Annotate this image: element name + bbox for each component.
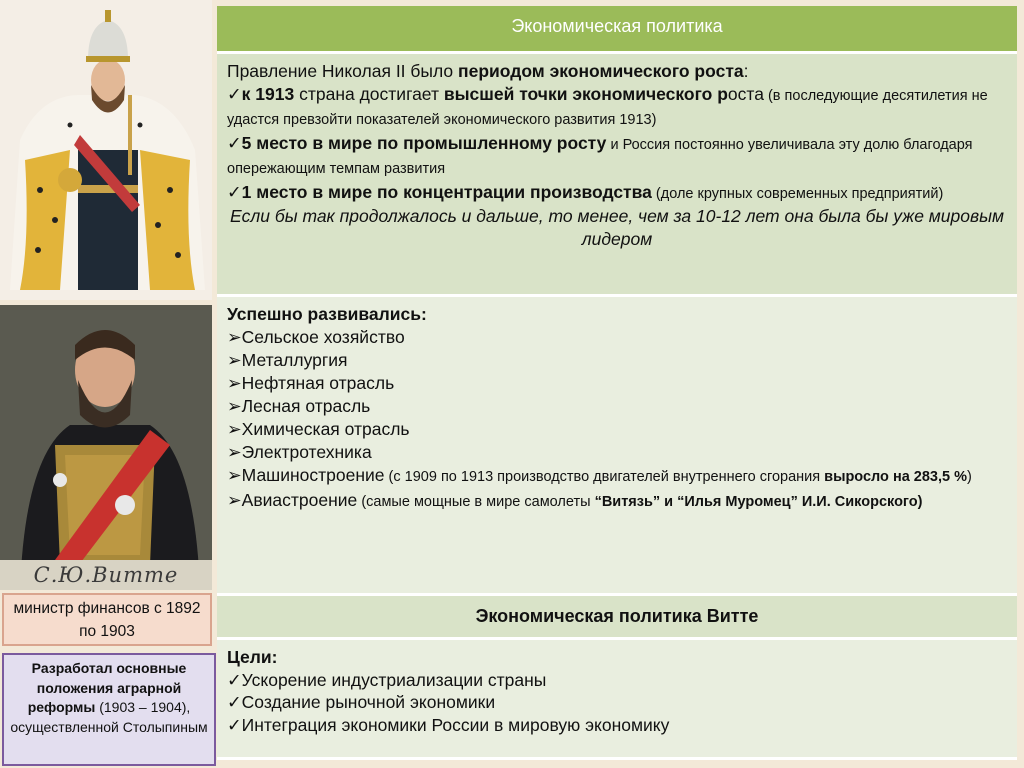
machine-note-bold: выросло на 283,5 % [824,468,968,485]
list-item [227,714,1007,737]
witte-signature: С.Ю.Витте [0,560,212,590]
b2-bold: 5 место в мире по промышленному росту [241,132,607,153]
minister-text: министр финансов с 1892 по 1903 [13,600,201,640]
arrow-bullet-icon: ➢ [227,489,242,510]
sectors-title: Успешно развивались: [227,304,427,324]
b1-year: к 1913 [241,83,295,104]
machine-note: (с 1909 по 1913 производство двигателей внутреннего сгорания [384,468,825,485]
sector-label: Лесная отрасль [241,395,371,416]
goal-list [227,669,1007,737]
sector-machine [227,464,1007,489]
b1-text: страна достигает [294,83,444,104]
goals-title: Цели: [227,647,278,667]
witte-portrait-image [0,305,212,590]
list-item [227,691,1007,714]
machine-label: Машиностроение [241,464,385,485]
minister-caption [2,593,212,646]
check-icon: ✓ [227,132,242,153]
witte-portrait [0,305,212,590]
aviation-note: (самые мощные в мире самолеты [357,493,595,510]
reform-part2: осуществленной Столыпиным [10,718,208,735]
arrow-bullet-icon: ➢ [227,418,242,439]
b1-text2: оста [727,83,764,104]
conclusion-text: Если бы так продолжалось и дальше, то менее, чем за 10-12 лет она была бы уже мировым лидером [229,206,1005,249]
goal-label: Интеграция экономики России в мировую экономику [241,714,670,735]
machine-note-end: ) [967,468,972,485]
reform-years: (1903 – 1904), [95,699,191,715]
sector-label: Металлургия [241,349,348,370]
economic-policy-table [217,6,1017,760]
intro-line [227,60,1007,83]
sector-label: Электротехника [241,441,372,462]
witte-policy-header: Экономическая политика Витте [217,596,1017,640]
b2-note: и Россия постоянно увеличивала эту долю благодаря опережающим темпам развития [227,136,973,177]
arrow-bullet-icon: ➢ [227,349,242,370]
b3-bold: 1 место в мире по концентрации производства [241,181,652,202]
b1-bold: высшей точки экономического [443,83,718,104]
list-item [227,441,1007,464]
tsar-portrait [0,0,212,300]
goal-label: Создание рыночной экономики [241,692,496,712]
bullet-3 [227,181,1007,206]
sector-aviation [227,489,1007,514]
intro-end: : [743,61,749,81]
tsar-portrait-image [0,0,212,300]
b1-bold-letter: р [717,83,728,104]
bullet-2 [227,132,1007,181]
list-item [227,669,1007,692]
list-item [227,395,1007,418]
aviation-note-bold: “Витязь” и “Илья Муромец” И.И. Сикорского) [594,493,923,510]
intro-bold: периодом экономического роста [458,61,744,81]
sectors-cell [217,297,1017,596]
arrow-bullet-icon: ➢ [227,326,242,347]
goal-label: Ускорение индустриализации страны [241,669,547,690]
check-icon: ✓ [227,692,242,712]
sector-label: Нефтяная отрасль [241,372,395,393]
arrow-bullet-icon: ➢ [227,464,242,485]
goals-cell [217,640,1017,760]
arrow-bullet-icon: ➢ [227,441,242,462]
arrow-bullet-icon: ➢ [227,372,242,393]
list-item [227,418,1007,441]
check-icon: ✓ [227,181,242,202]
b1-note: (в последующие десятилетия не удастся превзойти показателей экономического развития 1913) [227,87,988,128]
sector-label: Сельское хозяйство [241,326,405,347]
table-header: Экономическая политика [217,6,1017,54]
bullet-1 [227,83,1007,132]
sector-list [227,326,1007,464]
check-icon: ✓ [227,714,242,735]
intro-text: Правление Николая II было [227,61,459,81]
reform-caption [2,653,216,766]
check-icon: ✓ [227,83,242,104]
growth-cell [217,54,1017,297]
b3-note: (доле крупных современных предприятий) [651,185,944,202]
list-item [227,372,1007,395]
arrow-bullet-icon: ➢ [227,395,242,416]
aviation-label: Авиастроение [241,489,358,510]
reform-part1: Разработал основные положения аграрной реформы [27,660,187,715]
list-item [227,349,1007,372]
sector-label: Химическая отрасль [241,418,410,439]
list-item [227,326,1007,349]
check-icon: ✓ [227,669,242,690]
